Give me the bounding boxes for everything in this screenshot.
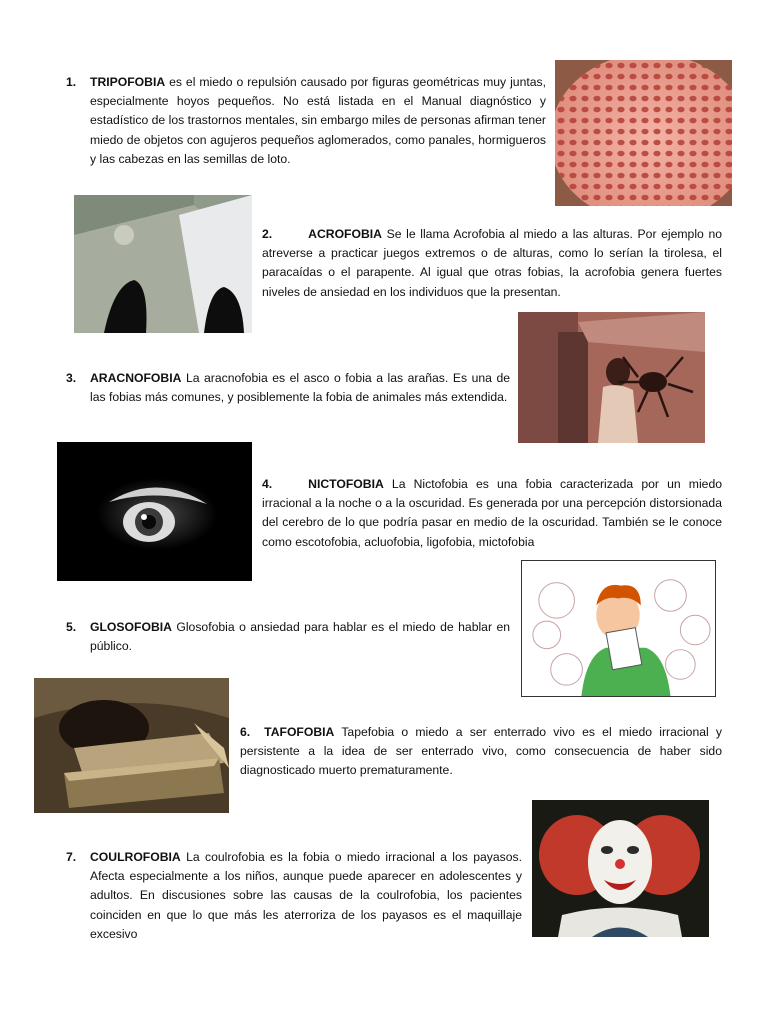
item-acrofobia [262, 225, 722, 302]
item-coulrofobia [66, 848, 522, 944]
height-view-image [74, 195, 252, 333]
item-term: COULROFOBIA [90, 850, 181, 864]
item-text: La Nictofobia es una fobia caracterizada por un miedo irracional a la noche o a la oscuridad. Es generada por una percepción distorsionada del cerebro de lo que podría pasar en medio de la oscuridad. También se le conoce como escotofobia, acluofobia, ligofobia, mictofobia [262, 477, 722, 549]
item-number: 5. [66, 620, 77, 634]
item-number: 2. [262, 227, 273, 241]
premature-burial-painting-image [34, 678, 229, 813]
item-term: NICTOFOBIA [308, 477, 384, 491]
item-number: 1. [66, 75, 77, 89]
item-number: 6. [240, 725, 251, 739]
item-term: ARACNOFOBIA [90, 371, 182, 385]
item-nictofobia [262, 475, 722, 552]
item-text: La aracnofobia es el asco o fobia a las arañas. Es una de las fobias más comunes, y posiblemente la fobia de animales más extendida. [90, 371, 510, 405]
item-text: La coulrofobia es la fobia o miedo irracional a los payasos. Afecta especialmente a los niños, aunque puede aparecer en adolescentes y adultos. En discusiones sobre las causas de la coulrofobia, los pacientes coinciden en que lo que más les aterroriza de los payasos es el maquillaje excesivo [90, 850, 522, 941]
public-speaking-cartoon-image [521, 560, 716, 697]
item-term: ACROFOBIA [308, 227, 382, 241]
item-tripofobia [66, 73, 546, 169]
spider-woman-image [518, 312, 705, 443]
clown-image [532, 800, 709, 937]
item-number: 4. [262, 477, 273, 491]
item-text: Tapefobia o miedo a ser enterrado vivo es el miedo irracional y persistente a la idea de ser enterrado vivo, como consecuencia de haber sido diagnosticado muerto prematuramente. [240, 725, 722, 778]
item-text: Se le llama Acrofobia al miedo a las alturas. Por ejemplo no atreverse a practicar juegos extremos o de alturas, como lo serían la tirolesa, el paracaídas o el parapente. Al igual que otras fobias, la acrofobia genera fuertes niveles de ansiedad en los individuos que la presentan. [262, 227, 722, 299]
item-text: es el miedo o repulsión causado por figuras geométricas muy juntas, especialmente hoyos pequeños. No está listada en el Manual diagnóstico y estadístico de los trastornos mentales, sin embargo miles de personas afirman tener miedo de objetos con agujeros pequeños aglomerados, como panales, hormigueros y las cabezas en las semillas de loto. [90, 75, 546, 166]
item-number: 3. [66, 371, 77, 385]
item-number: 7. [66, 850, 77, 864]
item-term: GLOSOFOBIA [90, 620, 172, 634]
item-tafofobia [240, 723, 722, 781]
item-text: Glosofobia o ansiedad para hablar es el miedo de hablar en público. [90, 620, 510, 654]
item-aracnofobia [66, 369, 510, 407]
item-glosofobia [66, 618, 510, 656]
lotus-holes-image [555, 60, 732, 206]
item-term: TAFOFOBIA [264, 725, 335, 739]
item-term: TRIPOFOBIA [90, 75, 166, 89]
eye-dark-image [57, 442, 252, 581]
